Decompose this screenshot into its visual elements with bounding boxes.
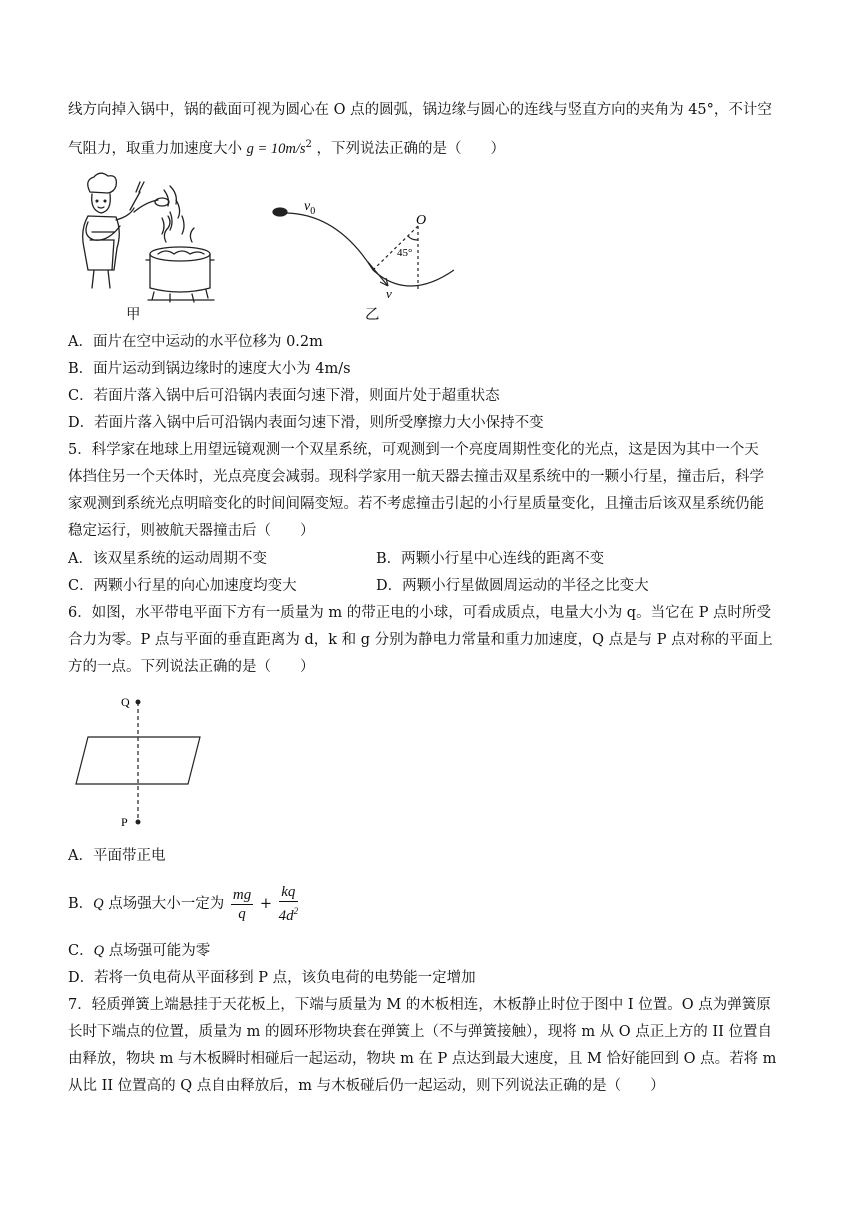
gravity-exponent: 2 [305, 139, 312, 150]
q4-option-a[interactable]: A．面片在空中运动的水平位移为 0.2m [68, 334, 323, 350]
q5-stem-line1: 5．科学家在地球上用望远镜观测一个双星系统，可观测到一个亮度周期性变化的光点，这是因为其中一个天 [68, 442, 759, 458]
q7-stem-line4: 从比 II 位置高的 Q 点自由释放后，m 与木板碰后仍一起运动，则下列说法正确的是（ ） [68, 1078, 665, 1094]
figure-yi-label: 乙 [365, 307, 380, 323]
q6-stem-line1: 6．如图，水平带电平面下方有一质量为 m 的带正电的小球，可看成质点，电量大小为 q。当它在 P 点时所受 [68, 605, 772, 621]
q6-stem-line2: 合力为零。P 点与平面的垂直距离为 d，k 和 g 分别为静电力常量和重力加速度，Q 点是与 P 点对称的平面上 [68, 632, 773, 648]
figure-yi-trajectory-diagram [268, 192, 464, 302]
q5-stem-line2: 体挡住另一个天体时，光点亮度会减弱。现科学家用一航天器去撞击双星系统中的一颗小行星，撞击后，科学 [68, 469, 764, 485]
q5-option-d[interactable]: D．两颗小行星做圆周运动的半径之比变大 [376, 578, 649, 594]
q6-option-c-text: 点场强可能为零 [104, 943, 211, 959]
q4-stem-tail: ，下列说法正确的是（ ） [316, 140, 506, 157]
q6-option-a[interactable]: A．平面带正电 [68, 848, 166, 864]
q5-option-c[interactable]: C．两颗小行星的向心加速度均变大 [68, 578, 297, 594]
q4-stem-text: 气阻力，取重力加速度大小 [68, 140, 242, 157]
fraction-kq-over-4d2: $\frac{kq}{4d^2}$ [278, 884, 299, 924]
point-p-label: P [121, 815, 128, 829]
fraction-mg-over-q: $\frac{mg}{q}$ [232, 886, 252, 922]
figure-yi-v-label: v [386, 286, 392, 301]
point-q-dot [136, 700, 141, 705]
q7-stem-line1: 7．轻质弹簧上端悬挂于天花板上，下端与质量为 M 的木板相连，木板静止时位于图中 I 位置。O 点为弹簧原 [68, 997, 771, 1013]
q6-option-c[interactable] [68, 941, 210, 961]
figure-jia-label: 甲 [126, 307, 141, 323]
q4-option-b[interactable]: B．面片运动到锅边缘时的速度大小为 4m/s [68, 361, 351, 377]
q4-stem-line1: 线方向掉入锅中，锅的截面可视为圆心在 O 点的圆弧，锅边缘与圆心的连线与竖直方向的夹角为 45°，不计空 [68, 102, 772, 118]
q4-stem-line2 [68, 135, 505, 159]
q6-option-d[interactable]: D．若将一负电荷从平面移到 P 点，该负电荷的电势能一定增加 [68, 970, 476, 986]
q6-charged-plane-diagram [68, 690, 208, 832]
q6-option-c-q: Q [93, 943, 105, 959]
q6-option-b-prefix: B． [68, 896, 94, 912]
figure-yi-v0-label: $v_0$ [304, 199, 316, 217]
q6-stem-line3: 方的一点。下列说法正确的是（ ） [68, 659, 315, 675]
q4-option-c[interactable]: C．若面片落入锅中后可沿锅内表面匀速下滑，则面片处于超重状态 [68, 388, 500, 404]
q6-option-c-prefix: C． [68, 943, 94, 959]
q4-option-d[interactable]: D．若面片落入锅中后可沿锅内表面匀速下滑，则所受摩擦力大小保持不变 [68, 415, 544, 431]
q6-option-b-text: 点场强大小一定为 [103, 896, 225, 912]
q7-stem-line3: 由释放，物块 m 与木板瞬时相碰后一起运动，物块 m 在 P 点达到最大速度，且 M 恰好能回到 O 点。若将 m [68, 1051, 777, 1067]
figure-yi-angle-label: 45° [397, 247, 413, 259]
q5-stem-line4: 稳定运行，则被航天器撞击后（ ） [68, 523, 315, 539]
q6-option-b[interactable] [68, 883, 300, 925]
q6-option-b-q: Q [93, 896, 104, 912]
q5-option-b[interactable]: B．两颗小行星中心连线的距离不变 [376, 551, 605, 567]
q7-stem-line2: 长时下端点的位置，质量为 m 的圆环形物块套在弹簧上（不与弹簧接触），现将 m 从 O 点正上方的 II 位置自 [68, 1024, 772, 1040]
figure-yi-center-o-label: O [416, 213, 427, 228]
gravity-expression: g = 10m/s [246, 140, 306, 157]
q5-stem-line3: 家观测到系统光点明暗变化的时间间隔变短。若不考虑撞击引起的小行星质量变化，且撞击后该双星系统仍能 [68, 496, 764, 512]
plus-sign: + [259, 896, 272, 912]
point-p-dot [136, 820, 141, 825]
q5-option-a[interactable]: A．该双星系统的运动周期不变 [68, 551, 267, 567]
point-q-label: Q [121, 695, 130, 709]
figure-jia-chef-illustration [74, 170, 224, 305]
